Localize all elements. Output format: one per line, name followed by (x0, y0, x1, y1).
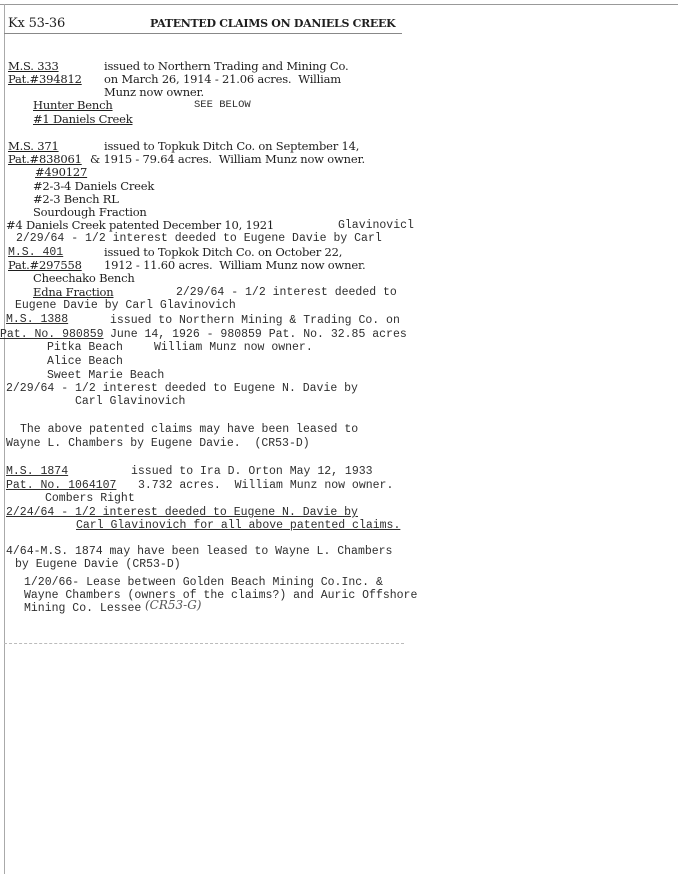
ms333-claim-daniels-creek: #1 Daniels Creek (33, 112, 133, 126)
doc-id: Kx 53-36 (8, 16, 66, 31)
ms1874-issued: issued to Ira D. Orton May 12, 1933 (131, 465, 373, 478)
lease-golden-beach-1: 1/20/66- Lease between Golden Beach Mining Co.Inc. & (24, 576, 383, 589)
ms401-claim-cheechako: Cheechako Bench (33, 271, 135, 285)
ms371-claim-daniels-creek-4: #4 Daniels Creek patented December 10, 1921 (6, 218, 274, 232)
page-title: PATENTED CLAIMS ON DANIELS CREEK (150, 17, 396, 30)
ms401-claim-edna: Edna Fraction (33, 285, 114, 299)
ms333-owner: Munz now owner. (104, 85, 205, 99)
ms333-claim-hunter-bench: Hunter Bench (33, 98, 113, 112)
ms1388-claim-pitka: Pitka Beach (47, 341, 123, 354)
ms1388-claim-sweet-marie: Sweet Marie Beach (47, 369, 165, 382)
ms333-patent: Pat.#394812 (8, 72, 82, 86)
lease-ms1874-1: 4/64-M.S. 1874 may have been leased to Wayne L. Chambers (6, 545, 393, 558)
ms1388-deed-2: Carl Glavinovich (75, 395, 186, 408)
ms371-deed: 2/29/64 - 1/2 interest deeded to Eugene Davie by Carl (16, 232, 382, 245)
ms1874-ref: M.S. 1874 (6, 465, 69, 478)
ms1874-acres: 3.732 acres. William Munz now owner. (138, 479, 394, 492)
handwritten-reference: (CR53-G) (145, 598, 202, 612)
ms1388-issued: issued to Northern Mining & Trading Co. on (110, 314, 400, 327)
lease-note-2: Wayne L. Chambers by Eugene Davie. (CR53-D) (6, 437, 310, 450)
lease-ms1874-2: by Eugene Davie (CR53-D) (15, 558, 181, 571)
ms401-date-acres: 1912 - 11.60 acres. William Munz now owner. (104, 258, 366, 272)
ms371-issued: issued to Topkuk Ditch Co. on September 14, (104, 139, 360, 153)
ms333-see-below: SEE BELOW (194, 99, 251, 111)
ms371-claim-daniels-creek: #2-3-4 Daniels Creek (33, 179, 155, 193)
ms1874-deed-1: 2/24/64 - 1/2 interest deeded to Eugene N. Davie by (6, 506, 358, 519)
ms401-issued: issued to Topkok Ditch Co. on October 22, (104, 245, 343, 259)
ms371-date-acres: & 1915 - 79.64 acres. William Munz now owner. (90, 152, 365, 166)
ms333-date-acres: on March 26, 1914 - 21.06 acres. William (104, 72, 341, 86)
ms371-claim-sourdough: Sourdough Fraction (33, 205, 147, 219)
ms371-patent: Pat.#838061 (8, 152, 82, 166)
lease-golden-beach-3: Mining Co. Lessee (24, 602, 142, 615)
ms401-ref: M.S. 401 (8, 246, 64, 259)
top-rule (0, 4, 678, 5)
bottom-dashed-rule (4, 643, 404, 644)
ms371-ref: M.S. 371 (8, 139, 59, 153)
ms333-ref: M.S. 333 (8, 59, 59, 73)
ms1874-patent: Pat. No. 1064107 (6, 479, 117, 492)
ms1874-claim-combers: Combers Right (45, 492, 135, 505)
ms1388-ref: M.S. 1388 (6, 313, 69, 326)
ms333-issued: issued to Northern Trading and Mining Co. (104, 59, 349, 73)
ms1388-owner: William Munz now owner. (154, 341, 313, 354)
ms1388-claim-alice: Alice Beach (47, 355, 123, 368)
ms1388-patent: Pat. No. 980859 (0, 328, 104, 341)
ms371-patent-2: #490127 (35, 165, 88, 179)
left-rule (4, 4, 5, 874)
ms371-claim-note: Glavinovicl (338, 219, 414, 232)
lease-note-1: The above patented claims may have been leased to (20, 423, 359, 436)
ms1388-deed-1: 2/29/64 - 1/2 interest deeded to Eugene N. Davie by (6, 382, 358, 395)
ms1388-date-acres: June 14, 1926 - 980859 Pat. No. 32.85 acres (110, 328, 407, 341)
ms401-patent: Pat.#297558 (8, 258, 82, 272)
lease-golden-beach-2: Wayne Chambers (owners of the claims?) and Auric Offshore (24, 589, 418, 602)
ms401-deed: Eugene Davie by Carl Glavinovich (15, 299, 236, 312)
title-underline (4, 33, 402, 34)
ms1874-deed-2: Carl Glavinovich for all above patented claims. (76, 519, 401, 532)
ms371-claim-bench-rl: #2-3 Bench RL (33, 192, 119, 206)
ms401-claim-note: 2/29/64 - 1/2 interest deeded to (176, 286, 397, 299)
